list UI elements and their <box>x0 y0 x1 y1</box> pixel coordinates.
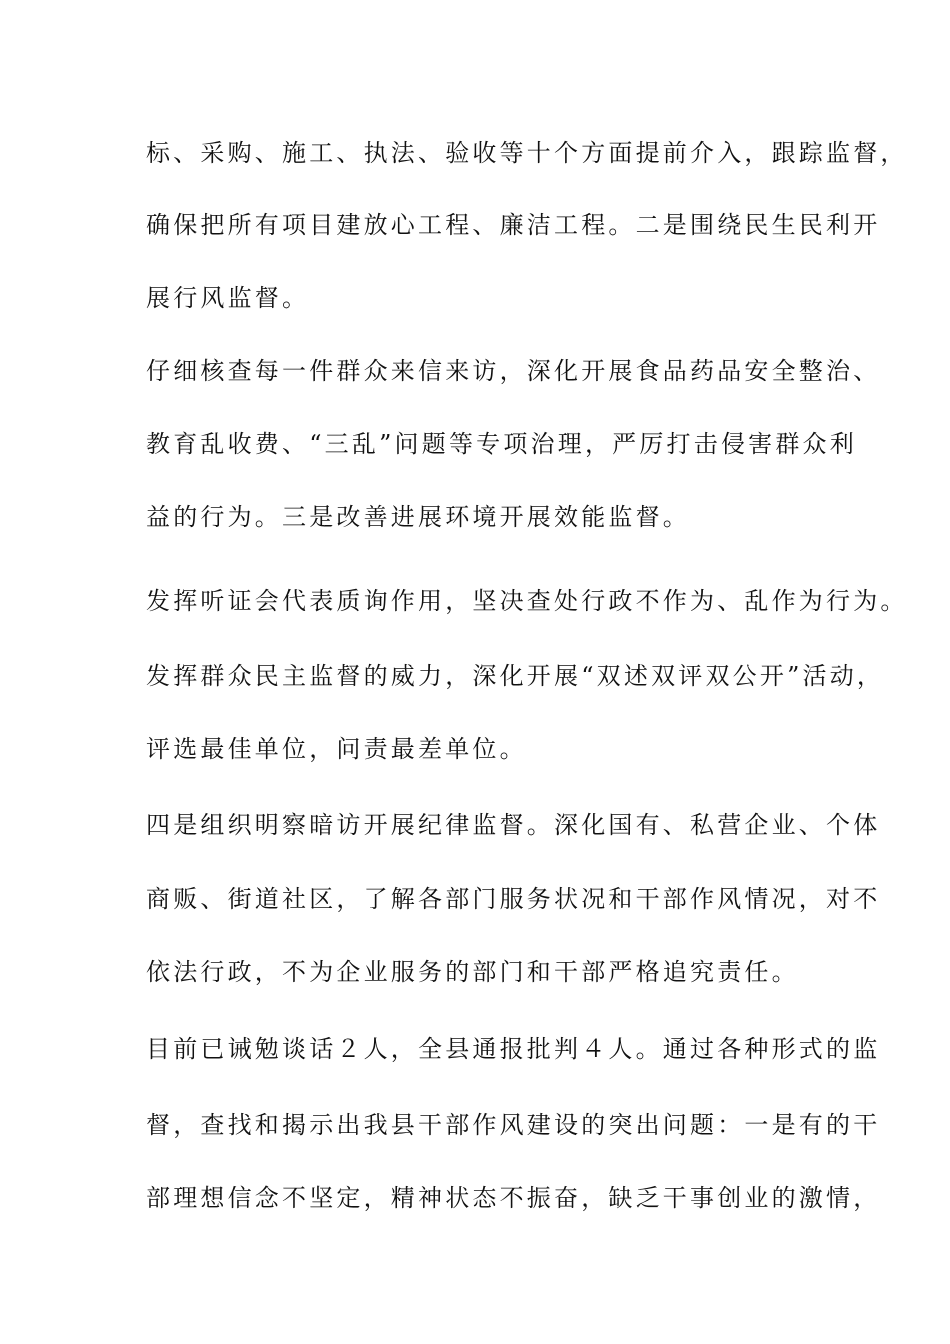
text-line-12: 依法行政，不为企业服务的部门和干部严格追究责任。 <box>146 958 799 986</box>
text-line-4: 仔细核查每一件群众来信来访，深化开展食品药品安全整治、 <box>146 357 881 385</box>
text-line-9: 评选最佳单位，问责最差单位。 <box>146 735 527 763</box>
text-line-7: 发挥听证会代表质询作用，坚决查处行政不作为、乱作为行为。 <box>146 587 908 615</box>
text-line-10: 四是组织明察暗访开展纪律监督。深化国有、私营企业、个体 <box>146 811 881 839</box>
text-line-8: 发挥群众民主监督的威力，深化开展“双述双评双公开”活动， <box>146 662 885 690</box>
text-line-14: 督，查找和揭示出我县干部作风建设的突出问题：一是有的干 <box>146 1111 881 1139</box>
text-line-15: 部理想信念不坚定，精神状态不振奋，缺乏干事创业的激情， <box>146 1184 881 1212</box>
text-line-13: 目前已诫勉谈话２人，全县通报批判４人。通过各种形式的监 <box>146 1035 881 1063</box>
text-line-3: 展行风监督。 <box>146 284 310 312</box>
text-line-2: 确保把所有项目建放心工程、廉洁工程。二是围绕民生民利开 <box>146 211 881 239</box>
text-line-5: 教育乱收费、“三乱”问题等专项治理，严厉打击侵害群众利 <box>146 430 857 458</box>
text-line-1: 标、采购、施工、执法、验收等十个方面提前介入，跟踪监督， <box>146 139 908 167</box>
text-line-11: 商贩、街道社区，了解各部门服务状况和干部作风情况，对不 <box>146 885 881 913</box>
text-line-6: 益的行为。三是改善进展环境开展效能监督。 <box>146 503 690 531</box>
